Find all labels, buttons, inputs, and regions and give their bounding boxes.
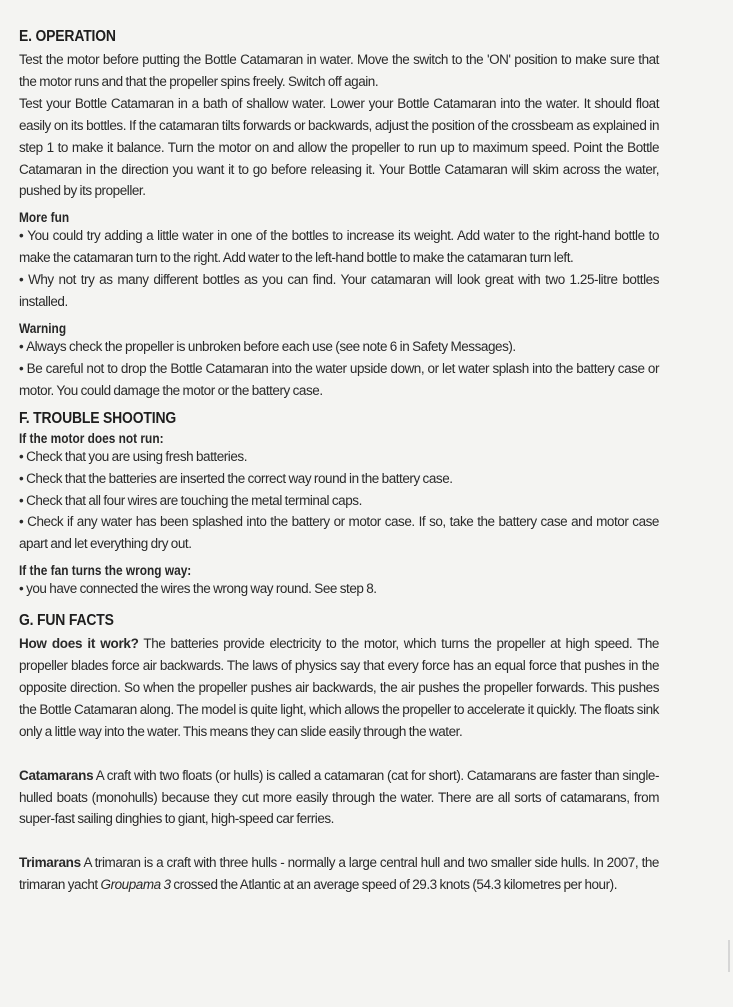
operation-paragraph-2: Test your Bottle Catamaran in a bath of shallow water. Lower your Bottle Catamaran into the water. It should float easily on its bottles. If the catamaran tilts forwards or backwards, adjust the position of the crossbeam as explained in step 1 to make it balance. Turn the motor on and allow the propeller to run up to maximum speed. Point the Bottle Catamaran in the direction you want it to go before releasing it. Your Bottle Catamaran will skim across the water, pushed by its propeller. bbox=[19, 95, 659, 199]
yacht-name: Groupama 3 bbox=[100, 877, 171, 893]
trimarans-lead: Trimarans bbox=[19, 855, 81, 871]
operation-heading: E. OPERATION bbox=[19, 28, 116, 45]
trouble-shooting-section bbox=[19, 410, 659, 600]
fan-wrong-way-heading: If the fan turns the wrong way: bbox=[19, 563, 192, 579]
trimarans-paragraph bbox=[19, 852, 659, 896]
section-spacer bbox=[19, 600, 659, 612]
paragraph-spacer bbox=[19, 743, 659, 765]
more-fun-item-2: • Why not try as many different bottles as you can find. Your catamaran will look great with two 1.25-litre bottles installed. bbox=[19, 269, 659, 313]
how-it-works-paragraph bbox=[19, 633, 659, 743]
motor-check-item-2: • Check that the batteries are inserted the correct way round in the battery case. bbox=[19, 468, 659, 490]
motor-check-item-3: • Check that all four wires are touching the metal terminal caps. bbox=[19, 490, 659, 512]
catamarans-text: A craft with two floats (or hulls) is called a catamaran (cat for short). Catamarans are faster than single-hulled boats (monohulls) because they cut more easily through the water. There are all sorts of catamarans, from super-fast sailing dinghies to giant, high-speed car ferries. bbox=[19, 767, 659, 827]
warning-item-2: • Be careful not to drop the Bottle Catamaran into the water upside down, or let water splash into the battery case or motor. You could damage the motor or the battery case. bbox=[19, 358, 659, 402]
motor-check-item-1: • Check that you are using fresh batteries. bbox=[19, 446, 659, 468]
more-fun-heading: More fun bbox=[19, 210, 70, 226]
paragraph-spacer bbox=[19, 830, 659, 852]
catamarans-paragraph bbox=[19, 765, 659, 831]
trimarans-text-before: A trimaran is a craft with three hulls - normally a large central hull and two smaller side hulls. In 2007, the trimaran yacht bbox=[19, 855, 659, 893]
fun-facts-heading: G. FUN FACTS bbox=[19, 612, 114, 630]
motor-check-item-4: • Check if any water has been splashed into the battery or motor case. If so, take the battery case and motor case apart and let everything dry out. bbox=[19, 511, 659, 555]
page-edge-mark bbox=[728, 940, 730, 972]
more-fun-item-1: • You could try adding a little water in one of the bottles to increase its weight. Add water to the right-hand bottle to make the catamaran turn to the right. Add water to the left-hand bottle to make the catamaran turn left. bbox=[19, 225, 659, 269]
warning-item-1: • Always check the propeller is unbroken before each use (see note 6 in Safety Messages). bbox=[19, 336, 659, 358]
trimarans-text-after: crossed the Atlantic at an average speed of 29.3 knots (54.3 kilometres per hour). bbox=[170, 877, 618, 893]
fan-wrong-way-item: • you have connected the wires the wrong way round. See step 8. bbox=[19, 578, 659, 600]
warning-heading: Warning bbox=[19, 320, 67, 336]
fun-facts-section bbox=[19, 612, 659, 896]
how-it-works-lead: How does it work? bbox=[19, 636, 139, 652]
how-it-works-text: The batteries provide electricity to the motor, which turns the propeller at high speed. The propeller blades force air backwards. The laws of physics say that every force has an equal force that pushes in the opposite direction. So when the propeller pushes air backwards, the air pushes the propeller forwards. This pushes the Bottle Catamaran along. The model is quite light, which allows the propeller to accelerate it quickly. The floats sink only a little way into the water. This means they can slide easily through the water. bbox=[19, 636, 659, 739]
catamarans-lead: Catamarans bbox=[19, 767, 94, 783]
operation-paragraph-1: Test the motor before putting the Bottle Catamaran in water. Move the switch to the 'ON' position to make sure that the motor runs and that the propeller spins freely. Switch off again. bbox=[19, 52, 659, 89]
trouble-shooting-heading: F. TROUBLE SHOOTING bbox=[19, 409, 177, 427]
operation-section bbox=[19, 28, 659, 402]
motor-not-run-heading: If the motor does not run: bbox=[19, 430, 164, 446]
